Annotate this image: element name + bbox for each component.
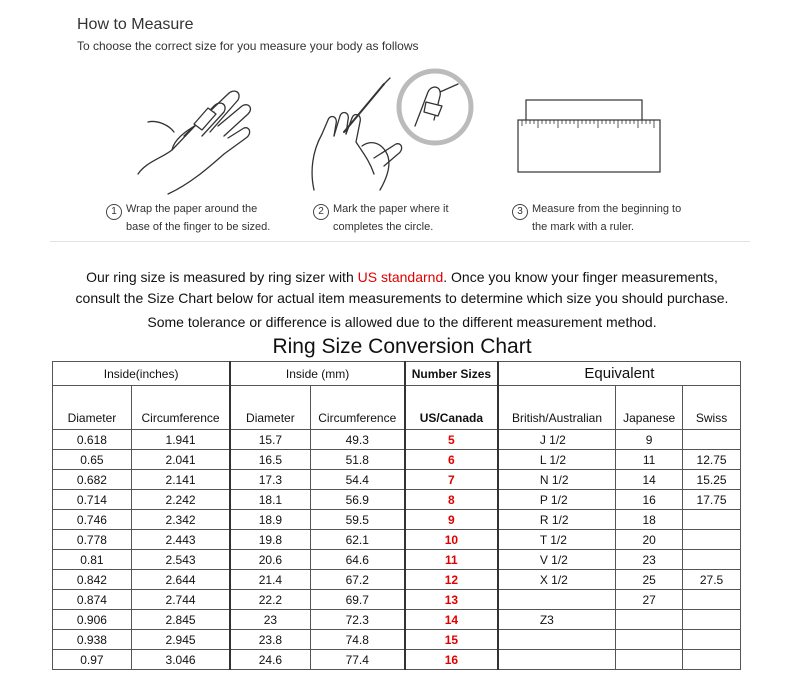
ruler-illustration <box>514 62 664 182</box>
circumference-mm-cell: 77.4 <box>310 650 405 670</box>
table-row <box>53 530 741 550</box>
step-3-line2: the mark with a ruler. <box>532 221 635 233</box>
step-3 <box>512 202 681 235</box>
british-size-cell: J 1/2 <box>498 430 616 450</box>
equivalent-header: Equivalent <box>498 362 741 386</box>
diameter-in-cell: 0.906 <box>53 610 132 630</box>
circumference-mm-cell: 69.7 <box>310 590 405 610</box>
british-size-cell: V 1/2 <box>498 550 616 570</box>
diameter-in-cell: 0.618 <box>53 430 132 450</box>
circumference-mm-cell: 56.9 <box>310 490 405 510</box>
inside-inches-header: Inside(inches) <box>53 362 231 386</box>
us-size-cell: 10 <box>405 530 498 550</box>
circumference-in-cell: 2.242 <box>131 490 230 510</box>
col-header-circumference-mm: Circumference <box>310 386 405 430</box>
circumference-mm-cell: 54.4 <box>310 470 405 490</box>
circumference-mm-cell: 72.3 <box>310 610 405 630</box>
circumference-in-cell: 2.342 <box>131 510 230 530</box>
circumference-in-cell: 3.046 <box>131 650 230 670</box>
circumference-in-cell: 1.941 <box>131 430 230 450</box>
swiss-size-cell <box>683 430 741 450</box>
japanese-size-cell: 9 <box>616 430 683 450</box>
diameter-mm-cell: 17.3 <box>230 470 310 490</box>
swiss-size-cell <box>683 650 741 670</box>
circumference-in-cell: 2.141 <box>131 470 230 490</box>
diameter-in-cell: 0.714 <box>53 490 132 510</box>
us-size-cell: 16 <box>405 650 498 670</box>
diameter-in-cell: 0.65 <box>53 450 132 470</box>
diameter-mm-cell: 21.4 <box>230 570 310 590</box>
table-row <box>53 570 741 590</box>
col-header-japanese: Japanese <box>616 386 683 430</box>
how-to-measure-title: How to Measure <box>77 16 194 33</box>
diameter-in-cell: 0.938 <box>53 630 132 650</box>
step-3-line1: Measure from the beginning to <box>532 203 682 215</box>
step-1-number: 1 <box>106 204 122 220</box>
chart-title: Ring Size Conversion Chart <box>272 335 532 358</box>
swiss-size-cell: 27.5 <box>683 570 741 590</box>
step-2-line2: completes the circle. <box>333 221 434 233</box>
circumference-in-cell: 2.945 <box>131 630 230 650</box>
diameter-mm-cell: 18.1 <box>230 490 310 510</box>
british-size-cell: P 1/2 <box>498 490 616 510</box>
diameter-mm-cell: 23 <box>230 610 310 630</box>
circumference-mm-cell: 49.3 <box>310 430 405 450</box>
diameter-in-cell: 0.778 <box>53 530 132 550</box>
us-size-cell: 6 <box>405 450 498 470</box>
swiss-size-cell: 15.25 <box>683 470 741 490</box>
table-row <box>53 510 741 530</box>
info-line-1 <box>52 269 752 285</box>
us-size-cell: 8 <box>405 490 498 510</box>
circumference-mm-cell: 51.8 <box>310 450 405 470</box>
table-row <box>53 450 741 470</box>
japanese-size-cell <box>616 650 683 670</box>
diameter-in-cell: 0.874 <box>53 590 132 610</box>
circumference-in-cell: 2.443 <box>131 530 230 550</box>
circumference-mm-cell: 67.2 <box>310 570 405 590</box>
british-size-cell: N 1/2 <box>498 470 616 490</box>
info-line-1-start: Our ring size is measured by ring sizer with <box>86 269 358 285</box>
info-line-2: consult the Size Chart below for actual item measurements to determine which size you should purchase. <box>75 290 729 306</box>
table-row <box>53 650 741 670</box>
diameter-mm-cell: 20.6 <box>230 550 310 570</box>
british-size-cell <box>498 630 616 650</box>
swiss-size-cell <box>683 630 741 650</box>
tolerance-note: Some tolerance or difference is allowed due to the different measurement method. <box>147 314 657 330</box>
japanese-size-cell: 11 <box>616 450 683 470</box>
step-1-line2: base of the finger to be sized. <box>126 221 271 233</box>
step-3-number: 3 <box>512 204 528 220</box>
us-size-cell: 5 <box>405 430 498 450</box>
table-row <box>53 610 741 630</box>
diameter-mm-cell: 23.8 <box>230 630 310 650</box>
us-size-cell: 13 <box>405 590 498 610</box>
japanese-size-cell: 16 <box>616 490 683 510</box>
japanese-size-cell: 18 <box>616 510 683 530</box>
table-row <box>53 630 741 650</box>
japanese-size-cell: 27 <box>616 590 683 610</box>
circumference-in-cell: 2.041 <box>131 450 230 470</box>
circumference-in-cell: 2.744 <box>131 590 230 610</box>
table-group-header-row <box>53 362 741 386</box>
japanese-size-cell: 23 <box>616 550 683 570</box>
diameter-mm-cell: 16.5 <box>230 450 310 470</box>
swiss-size-cell <box>683 510 741 530</box>
how-to-measure-subtitle: To choose the correct size for you measure your body as follows <box>77 39 419 53</box>
table-row <box>53 590 741 610</box>
diameter-mm-cell: 18.9 <box>230 510 310 530</box>
section-divider <box>50 241 750 242</box>
us-size-cell: 11 <box>405 550 498 570</box>
swiss-size-cell <box>683 590 741 610</box>
japanese-size-cell: 25 <box>616 570 683 590</box>
circumference-mm-cell: 59.5 <box>310 510 405 530</box>
table-row <box>53 430 741 450</box>
col-header-diameter-in: Diameter <box>53 386 132 430</box>
british-size-cell: T 1/2 <box>498 530 616 550</box>
circumference-mm-cell: 74.8 <box>310 630 405 650</box>
us-size-cell: 12 <box>405 570 498 590</box>
japanese-size-cell: 20 <box>616 530 683 550</box>
table-row <box>53 490 741 510</box>
col-header-us-canada: US/Canada <box>405 386 498 430</box>
step-1-line1: Wrap the paper around the <box>126 203 258 215</box>
table-row <box>53 550 741 570</box>
japanese-size-cell <box>616 610 683 630</box>
col-header-circumference-in: Circumference <box>131 386 230 430</box>
diameter-mm-cell: 15.7 <box>230 430 310 450</box>
circumference-mm-cell: 62.1 <box>310 530 405 550</box>
diameter-in-cell: 0.97 <box>53 650 132 670</box>
british-size-cell: L 1/2 <box>498 450 616 470</box>
step-2-line1: Mark the paper where it <box>333 203 449 215</box>
us-size-cell: 15 <box>405 630 498 650</box>
wrap-finger-illustration <box>128 62 258 197</box>
mark-paper-illustration <box>300 62 475 197</box>
circumference-in-cell: 2.543 <box>131 550 230 570</box>
us-size-cell: 14 <box>405 610 498 630</box>
us-size-cell: 7 <box>405 470 498 490</box>
number-sizes-header: Number Sizes <box>405 362 498 386</box>
swiss-size-cell: 12.75 <box>683 450 741 470</box>
diameter-mm-cell: 24.6 <box>230 650 310 670</box>
us-standard-highlight: US standarnd <box>357 269 444 285</box>
table-row <box>53 470 741 490</box>
inside-mm-header: Inside (mm) <box>230 362 405 386</box>
diameter-mm-cell: 19.8 <box>230 530 310 550</box>
swiss-size-cell <box>683 610 741 630</box>
british-size-cell: X 1/2 <box>498 570 616 590</box>
diameter-in-cell: 0.746 <box>53 510 132 530</box>
table-column-header-row <box>53 386 741 430</box>
japanese-size-cell: 14 <box>616 470 683 490</box>
japanese-size-cell <box>616 630 683 650</box>
step-1 <box>106 202 270 235</box>
swiss-size-cell <box>683 530 741 550</box>
circumference-in-cell: 2.644 <box>131 570 230 590</box>
us-size-cell: 9 <box>405 510 498 530</box>
british-size-cell: Z3 <box>498 610 616 630</box>
info-line-1-end: . Once you know your finger measurements, <box>443 269 718 285</box>
step-2-number: 2 <box>313 204 329 220</box>
diameter-in-cell: 0.81 <box>53 550 132 570</box>
diameter-mm-cell: 22.2 <box>230 590 310 610</box>
col-header-diameter-mm: Diameter <box>230 386 310 430</box>
col-header-swiss: Swiss <box>683 386 741 430</box>
step-2 <box>313 202 449 235</box>
col-header-british: British/Australian <box>498 386 616 430</box>
circumference-mm-cell: 64.6 <box>310 550 405 570</box>
swiss-size-cell <box>683 550 741 570</box>
swiss-size-cell: 17.75 <box>683 490 741 510</box>
british-size-cell <box>498 650 616 670</box>
diameter-in-cell: 0.682 <box>53 470 132 490</box>
british-size-cell: R 1/2 <box>498 510 616 530</box>
british-size-cell <box>498 590 616 610</box>
circumference-in-cell: 2.845 <box>131 610 230 630</box>
diameter-in-cell: 0.842 <box>53 570 132 590</box>
ring-size-table <box>52 361 741 670</box>
